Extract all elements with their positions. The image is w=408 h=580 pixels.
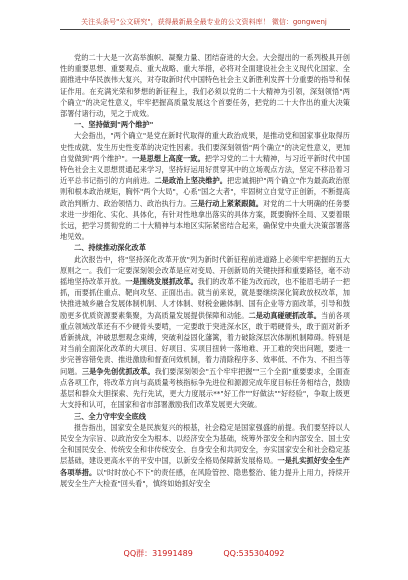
section-3-text-a: 报告指出，国家安全是民族复兴的根基，社会稳定是国家强盛的前提。我们要坚持以人民安全为宗旨、以政治安全为根本、以经济安全为基础，统筹外部安全和内部安全、国土安全和国民安全、传统安全和非传统安全、自身安全和共同安全，夯实国家安全和社会稳定基层基础，建设更高水平的平安中国，以新安全格局保障新发展格局。: [60, 422, 350, 466]
section-1-text-d: 对党的二十大明确的任务要求进一步细化、实化、具体化，有针对性地拿出落实的具体方案，既要胸怀全局、又要着眼长远，把学习贯彻党的二十大精神与本地区实际紧密结合起来，确保党中央重大决策部署落地见效。: [60, 198, 350, 242]
section-2-text-a: 此次报告中，将"坚持深化改革开放"列为新时代新征程前进道路上必须牢牢把握的五大原则之一。我们一定要深刻领会改革是应对变局、开创新局的关键抉择和重要路径，毫不动摇地坚持改革开放。: [60, 254, 350, 287]
section-heading-3: 三、全力守牢安全底线: [74, 411, 146, 421]
section-1-text-b: 把学习党的二十大精神，与习近平新时代中国特色社会主义思想贯通起来学习，坚持好运用好贯穿其中的立场观点方法，坚定不移沿着习近平总书记指引的方向前进。: [60, 153, 350, 186]
section-1-text-a: 大会指出，"两个确立"是党在新时代取得的重大政治成果，是推动党和国家事业取得历史性成就、发生历史性变革的决定性因素。我们要深刻领悟"两个确立"的决定性意义，更加自觉做到"两个维护"。: [60, 131, 350, 163]
section-1-point-2: 二是政治上坚决维护。: [154, 176, 228, 186]
section-2-text-c: 当前各项重点领域改革还有不少硬骨头要啃，一定要敢于突进深水区，敢于啃硬骨头，敢于面对新矛盾新挑战，冲破思想观念束缚，突破利益固化藩篱，着力破除深层次体制机制障碍。特别是对当前全面深化改革的大项目、好项目、实项目扭转一落地难、开工难的突出问题，要进一步完善容错免责、推进激励和督查问效机制，着力清除程序多、效率低、不作为、不担当等问题。: [60, 310, 350, 376]
section-1-paragraph: [60, 130, 350, 242]
footer-qq: QQ:535304092: [223, 549, 285, 558]
section-1-point-3: 三是行动上紧紧跟随。: [190, 198, 264, 208]
section-2-point-2: 二是动真碰硬抓改革。: [248, 310, 322, 320]
section-2-text-d: 我们要深刻领会"五个牢牢把握""三个全面"重要要求，全面查点各项工作，将改革方向与高质量考核指标争先进位和源源完成年度目标任务相结合，鼓励基层和群众大胆探索、先行先试，更大力度展示**"好工作""好做法""好经验"，争取上级更大支持和认可，在国家和省市部署激励我们改革发展更大突破。: [60, 366, 350, 410]
document-body: [60, 52, 350, 489]
section-2-paragraph: [60, 254, 350, 411]
section-3-point-1: 一是扎实抓好安全生产各项举措。: [60, 456, 350, 477]
header-banner: 关注头条号"公文研究"，获得最新最全最专业的公文资料库！ 微信：gongwenj: [81, 18, 327, 26]
section-2-text-b: 我们的改革不能为改而改，也不能眉毛胡子一把抓，而要抓住重点、靶向攻坚、正面出击。就当前来说，就是要继续深化简政放权改革，加快推进城乡融合发展体制机制、人才体制、财税金融体制、国有企业等方面改革，引导和鼓励更多优质资源要素集聚，为高质量发展提供保障和动能。: [60, 277, 350, 320]
section-2-point-1: 一是围绕发展抓改革。: [125, 277, 198, 287]
footer-qq-group: QQ群：31991489: [123, 549, 193, 558]
header-divider: [60, 29, 350, 30]
section-1-point-1: 一是思想上高度一致。: [132, 153, 205, 163]
footer-contact: [0, 548, 408, 559]
intro-paragraph: 党的二十大是一次高举旗帜、凝聚力量、团结奋进的大会。大会提出的一系列极具开创性的重要思想、重要观点、重大战略、重大举措，必将对全面建设社会主义现代化国家、全面推进中华民族伟大复兴，对夺取新时代中国特色社会主义新胜利发挥十分重要的指导和保证作用。在充满光荣和梦想的新征程上，我们必须以党的二十大精神为引领，深刻领悟"两个确立"的决定性意义，牢牢把握高质量发展这个首要任务，把党的二十大作出的重大决策部署付诸行动，见之于成效。: [60, 53, 350, 119]
section-heading-2: 二、持续推动深化改革: [74, 243, 146, 253]
section-3-text-b: 以"时时放心不下"的责任感，在风险管控、隐患整治、能力提升上用力，持续开展安全生产大检查"回头看"，慎终如始抓好安全: [60, 467, 350, 488]
section-1-text-c: 把忠诚拥护"两个确立"作为最高政治原则和根本政治规矩，胸怀"两个大局"，心系"国之大者"，牢固树立自觉守正创新，不断提高政治判断力、政治领悟力、政治执行力。: [60, 176, 350, 208]
section-heading-1: 一、坚持做到"两个维护": [74, 120, 154, 130]
section-2-point-3: 三是争先创优抓改革。: [81, 366, 155, 376]
section-3-paragraph: [60, 422, 350, 489]
